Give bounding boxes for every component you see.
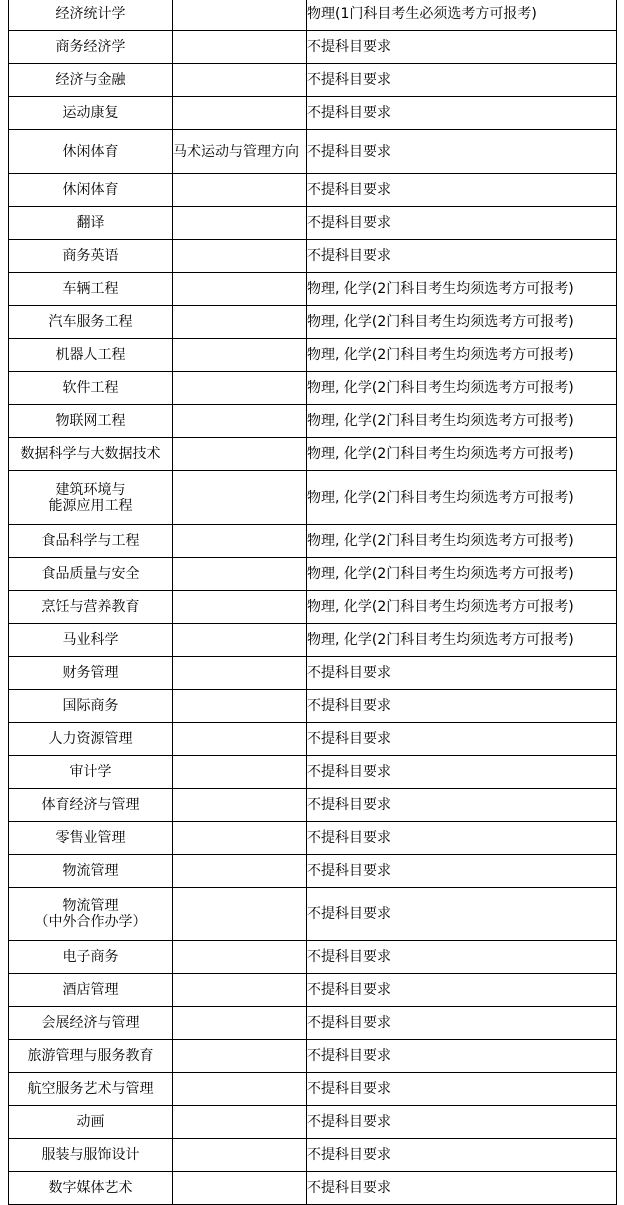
direction-cell (173, 1139, 307, 1172)
table-row (9, 888, 617, 941)
table-row (9, 525, 617, 558)
requirement-cell: 不提科目要求 (307, 1172, 617, 1205)
direction-cell (173, 591, 307, 624)
table-row (9, 273, 617, 306)
table-row (9, 941, 617, 974)
table-row (9, 1007, 617, 1040)
table-row (9, 855, 617, 888)
direction-cell (173, 1106, 307, 1139)
direction-cell (173, 97, 307, 130)
requirement-cell: 不提科目要求 (307, 855, 617, 888)
major-line: 物流管理 (62, 898, 119, 914)
table-row (9, 31, 617, 64)
direction-cell (173, 558, 307, 591)
table-row (9, 1172, 617, 1205)
requirement-cell: 物理, 化学(2门科目考生均须选考方可报考) (307, 339, 617, 372)
direction-cell (173, 657, 307, 690)
major-cell: 审计学 (9, 756, 173, 789)
major-cell: 烹饪与营养教育 (9, 591, 173, 624)
major-cell: 翻译 (9, 207, 173, 240)
requirement-cell: 不提科目要求 (307, 240, 617, 273)
major-cell: 汽车服务工程 (9, 306, 173, 339)
major-cell: 航空服务艺术与管理 (9, 1073, 173, 1106)
major-cell: 食品科学与工程 (9, 525, 173, 558)
major-cell: 会展经济与管理 (9, 1007, 173, 1040)
major-cell: 商务经济学 (9, 31, 173, 64)
requirement-cell: 物理(1门科目考生必须选考方可报考) (307, 0, 617, 31)
requirement-cell: 物理, 化学(2门科目考生均须选考方可报考) (307, 558, 617, 591)
major-cell: 酒店管理 (9, 974, 173, 1007)
direction-cell (173, 438, 307, 471)
direction-cell (173, 372, 307, 405)
table-row (9, 130, 617, 174)
table-row (9, 690, 617, 723)
table-row (9, 306, 617, 339)
major-cell: 运动康复 (9, 97, 173, 130)
major-cell: 财务管理 (9, 657, 173, 690)
requirement-cell: 物理, 化学(2门科目考生均须选考方可报考) (307, 405, 617, 438)
direction-cell (173, 64, 307, 97)
direction-cell (173, 240, 307, 273)
table-row (9, 1073, 617, 1106)
requirement-cell: 物理, 化学(2门科目考生均须选考方可报考) (307, 438, 617, 471)
major-cell: 经济与金融 (9, 64, 173, 97)
requirement-cell: 不提科目要求 (307, 64, 617, 97)
table-row (9, 974, 617, 1007)
direction-cell (173, 471, 307, 525)
direction-cell (173, 1040, 307, 1073)
requirement-cell: 物理, 化学(2门科目考生均须选考方可报考) (307, 306, 617, 339)
requirement-cell: 不提科目要求 (307, 1106, 617, 1139)
major-cell: 物流管理 (9, 855, 173, 888)
direction-cell (173, 974, 307, 1007)
requirement-cell: 不提科目要求 (307, 31, 617, 64)
table-row (9, 723, 617, 756)
requirement-cell: 不提科目要求 (307, 657, 617, 690)
table-row (9, 624, 617, 657)
direction-cell (173, 723, 307, 756)
requirement-cell: 物理, 化学(2门科目考生均须选考方可报考) (307, 273, 617, 306)
major-cell: 国际商务 (9, 690, 173, 723)
major-cell: 马业科学 (9, 624, 173, 657)
requirement-cell: 物理, 化学(2门科目考生均须选考方可报考) (307, 471, 617, 525)
table-row (9, 822, 617, 855)
requirement-cell: 不提科目要求 (307, 1139, 617, 1172)
requirement-cell: 物理, 化学(2门科目考生均须选考方可报考) (307, 591, 617, 624)
table-row (9, 97, 617, 130)
direction-cell (173, 273, 307, 306)
major-cell: 车辆工程 (9, 273, 173, 306)
requirement-cell: 不提科目要求 (307, 723, 617, 756)
major-cell: 人力资源管理 (9, 723, 173, 756)
table-row (9, 657, 617, 690)
direction-cell (173, 174, 307, 207)
table-row (9, 174, 617, 207)
major-line: 能源应用工程 (48, 497, 133, 514)
requirement-cell: 物理, 化学(2门科目考生均须选考方可报考) (307, 624, 617, 657)
direction-cell (173, 1007, 307, 1040)
major-requirements-table (8, 0, 617, 1205)
major-cell: 软件工程 (9, 372, 173, 405)
requirement-cell: 不提科目要求 (307, 97, 617, 130)
table-row (9, 471, 617, 525)
major-cell (9, 888, 173, 941)
direction-cell (173, 822, 307, 855)
requirement-cell: 不提科目要求 (307, 789, 617, 822)
table-row (9, 64, 617, 97)
direction-cell (173, 789, 307, 822)
major-cell: 物联网工程 (9, 405, 173, 438)
major-cell: 经济统计学 (9, 0, 173, 31)
direction-cell (173, 339, 307, 372)
major-line: 建筑环境与 (55, 481, 126, 498)
requirement-cell: 不提科目要求 (307, 1040, 617, 1073)
table-row (9, 1106, 617, 1139)
direction-cell (173, 1172, 307, 1205)
major-cell: 零售业管理 (9, 822, 173, 855)
direction-cell (173, 756, 307, 789)
requirement-cell: 不提科目要求 (307, 822, 617, 855)
major-cell: 商务英语 (9, 240, 173, 273)
table-row (9, 558, 617, 591)
table-row (9, 591, 617, 624)
requirement-cell: 不提科目要求 (307, 974, 617, 1007)
major-cell: 休闲体育 (9, 174, 173, 207)
major-cell: 数字媒体艺术 (9, 1172, 173, 1205)
major-cell: 机器人工程 (9, 339, 173, 372)
major-cell: 休闲体育 (9, 130, 173, 174)
table-row (9, 756, 617, 789)
table-body (9, 0, 617, 1205)
direction-cell (173, 888, 307, 941)
requirement-cell: 不提科目要求 (307, 756, 617, 789)
direction-cell (173, 31, 307, 64)
requirement-cell: 物理, 化学(2门科目考生均须选考方可报考) (307, 525, 617, 558)
table-row (9, 1139, 617, 1172)
table-row (9, 372, 617, 405)
requirement-cell: 不提科目要求 (307, 207, 617, 240)
direction-cell (173, 855, 307, 888)
direction-cell (173, 624, 307, 657)
direction-cell (173, 306, 307, 339)
major-cell: 旅游管理与服务教育 (9, 1040, 173, 1073)
requirement-cell: 不提科目要求 (307, 888, 617, 941)
table-row (9, 438, 617, 471)
direction-cell (173, 941, 307, 974)
direction-cell (173, 1073, 307, 1106)
direction-cell: 马术运动与管理方向 (173, 130, 307, 174)
major-cell: 服装与服饰设计 (9, 1139, 173, 1172)
major-cell: 体育经济与管理 (9, 789, 173, 822)
direction-cell (173, 405, 307, 438)
requirement-cell: 物理, 化学(2门科目考生均须选考方可报考) (307, 372, 617, 405)
major-cell: 数据科学与大数据技术 (9, 438, 173, 471)
table-row (9, 405, 617, 438)
major-cell: 食品质量与安全 (9, 558, 173, 591)
major-cell: 电子商务 (9, 941, 173, 974)
requirement-cell: 不提科目要求 (307, 130, 617, 174)
requirement-cell: 不提科目要求 (307, 174, 617, 207)
direction-cell (173, 0, 307, 31)
direction-cell (173, 525, 307, 558)
table-row (9, 207, 617, 240)
requirement-cell: 不提科目要求 (307, 1007, 617, 1040)
table-row (9, 0, 617, 31)
major-cell (9, 471, 173, 525)
table-row (9, 789, 617, 822)
direction-cell (173, 690, 307, 723)
major-cell: 动画 (9, 1106, 173, 1139)
table-row (9, 339, 617, 372)
requirement-cell: 不提科目要求 (307, 690, 617, 723)
table-row (9, 1040, 617, 1073)
major-line: （中外合作办学） (34, 914, 147, 930)
table-row (9, 240, 617, 273)
requirement-cell: 不提科目要求 (307, 941, 617, 974)
requirement-cell: 不提科目要求 (307, 1073, 617, 1106)
direction-cell (173, 207, 307, 240)
